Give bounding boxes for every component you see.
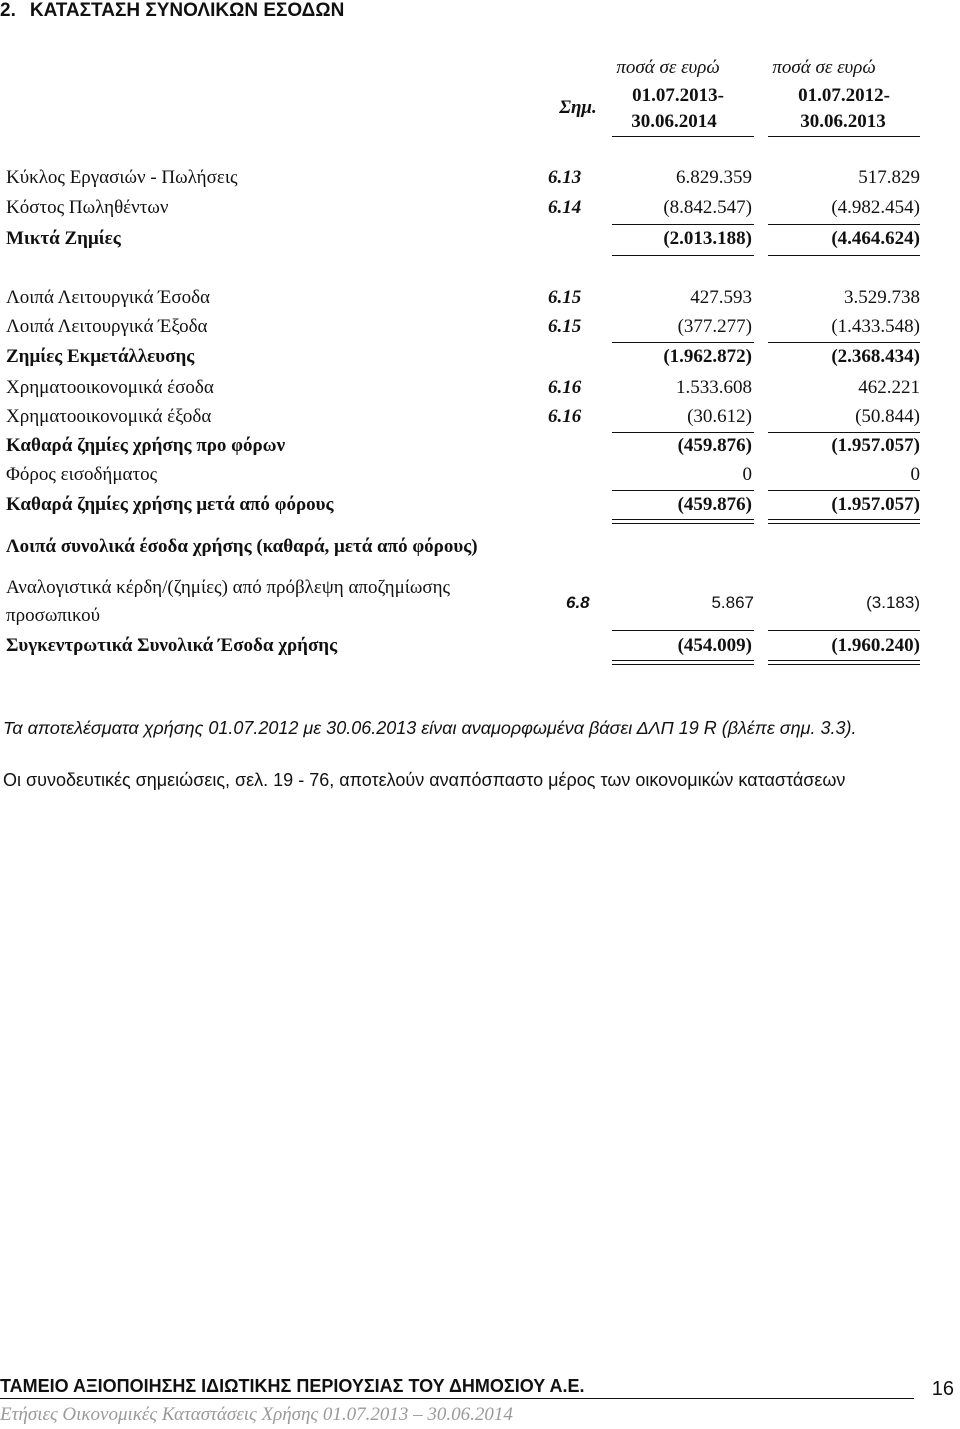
actuarial-label-line2: προσωπικού	[6, 605, 101, 626]
section-title-text: ΚΑΤΑΣΤΑΣΗ ΣΥΝΟΛΙΚΩΝ ΕΣΟΔΩΝ	[29, 0, 345, 21]
row-value-2013: (50.844)	[855, 406, 920, 427]
table-row-revenue	[0, 167, 960, 195]
col1-header-rule	[612, 136, 754, 137]
table-row-finance-income	[0, 377, 960, 405]
row-label: Καθαρά ζημίες χρήσης μετά από φόρους	[6, 494, 334, 515]
row-label: Λοιπά Λειτουργικά Έσοδα	[6, 287, 210, 308]
double-underline	[768, 519, 920, 520]
row-value-2013: 517.829	[858, 167, 920, 188]
subtotal-rule	[768, 255, 920, 256]
row-value-2014: (30.612)	[687, 406, 752, 427]
table-row-total-comprehensive-income	[0, 635, 960, 663]
subtotal-rule	[612, 342, 754, 343]
row-note: 6.14	[548, 197, 582, 218]
row-value-2013: (1.957.057)	[831, 494, 920, 515]
row-value-2014: 427.593	[690, 287, 752, 308]
row-value-2013: 0	[910, 464, 920, 485]
col2-period-start: 01.07.2012-	[798, 85, 890, 106]
row-value-2014: 0	[742, 464, 752, 485]
table-row-finance-expenses	[0, 406, 960, 434]
double-underline	[768, 523, 920, 524]
double-underline	[612, 523, 754, 524]
col2-period-end: 30.06.2013	[800, 111, 886, 132]
col1-period-start: 01.07.2013-	[632, 85, 724, 106]
row-label: Λοιπά Λειτουργικά Έξοδα	[6, 316, 208, 337]
subtotal-rule	[612, 490, 754, 491]
subtotal-rule	[768, 342, 920, 343]
row-value-2013: (4.464.624)	[831, 228, 920, 249]
section-title	[0, 0, 344, 22]
row-label: Κόστος Πωληθέντων	[6, 197, 169, 218]
actuarial-value-2013: (3.183)	[866, 593, 920, 612]
footer-subtitle: Ετήσιες Οικονομικές Καταστάσεις Χρήσης 01.07.2013 – 30.06.2014	[0, 1404, 513, 1425]
subtotal-rule	[768, 490, 920, 491]
row-value-2014: (1.962.872)	[663, 346, 752, 367]
col2-currency: ποσά σε ευρώ	[772, 57, 876, 78]
double-underline	[612, 519, 754, 520]
col1-currency: ποσά σε ευρώ	[616, 57, 720, 78]
row-value-2014: (459.876)	[677, 494, 752, 515]
row-value-2014: (2.013.188)	[663, 228, 752, 249]
footer-organization: ΤΑΜΕΙΟ ΑΞΙΟΠΟΙΗΣΗΣ ΙΔΙΩΤΙΚΗΣ ΠΕΡΙΟΥΣΙΑΣ ΤΟΥ ΔΗΜΟΣΙΟΥ Α.Ε.	[0, 1376, 585, 1396]
row-value-2014: 6.829.359	[676, 167, 752, 188]
page-number: 16	[931, 1378, 954, 1400]
col2-header-rule	[768, 136, 920, 137]
row-value-2014: 1.533.608	[676, 377, 752, 398]
table-row-other-operating-income	[0, 287, 960, 315]
row-label: Ζημίες Εκμετάλλευσης	[6, 346, 195, 367]
subtotal-rule	[612, 255, 754, 256]
actuarial-note: 6.8	[566, 593, 590, 612]
table-row-gross-loss	[0, 228, 960, 256]
table-row-loss-before-tax	[0, 435, 960, 463]
subtotal-rule	[768, 432, 920, 433]
note-column-header: Σημ.	[559, 97, 597, 118]
row-value-2014: (8.842.547)	[663, 197, 752, 218]
row-value-2013: (4.982.454)	[831, 197, 920, 218]
row-label: Συγκεντρωτικά Συνολικά Έσοδα χρήσης	[6, 635, 338, 656]
row-label: Χρηματοοικονομικά έσοδα	[6, 377, 214, 398]
table-row-cost-of-sales	[0, 197, 960, 225]
subtotal-rule	[612, 224, 754, 225]
subtotal-rule	[768, 630, 920, 631]
double-underline	[612, 660, 754, 661]
row-label: Καθαρά ζημίες χρήσης προ φόρων	[6, 435, 286, 456]
other-income-heading: Λοιπά συνολικά έσοδα χρήσης (καθαρά, μετά από φόρους)	[6, 536, 478, 557]
subtotal-rule	[612, 630, 754, 631]
actuarial-label-line1: Αναλογιστικά κέρδη/(ζημίες) από πρόβλεψη αποζημίωσης	[6, 577, 451, 598]
actuarial-value-2014: 5.867	[711, 593, 754, 612]
row-note: 6.16	[548, 406, 582, 427]
row-value-2014: (454.009)	[677, 635, 752, 656]
table-row-operating-loss	[0, 346, 960, 374]
table-row-other-operating-expenses	[0, 316, 960, 344]
row-label: Χρηματοοικονομικά έξοδα	[6, 406, 212, 427]
row-label: Κύκλος Εργασιών - Πωλήσεις	[6, 167, 238, 188]
row-note: 6.16	[548, 377, 582, 398]
row-value-2013: (1.960.240)	[831, 635, 920, 656]
row-value-2014: (459.876)	[677, 435, 752, 456]
subtotal-rule	[612, 432, 754, 433]
row-note: 6.15	[548, 287, 582, 308]
row-value-2013: (1.957.057)	[831, 435, 920, 456]
row-value-2013: 3.529.738	[844, 287, 920, 308]
row-label: Φόρος εισοδήματος	[6, 464, 158, 485]
subtotal-rule	[768, 224, 920, 225]
section-number: 2.	[0, 0, 16, 21]
table-row-loss-after-tax	[0, 494, 960, 522]
col1-period-end: 30.06.2014	[631, 111, 717, 132]
double-underline	[768, 660, 920, 661]
row-note: 6.15	[548, 316, 582, 337]
row-note: 6.13	[548, 167, 582, 188]
row-value-2014: (377.277)	[677, 316, 752, 337]
row-value-2013: (2.368.434)	[831, 346, 920, 367]
table-row-income-tax	[0, 464, 960, 492]
notes-reference-footnote: Οι συνοδευτικές σημειώσεις, σελ. 19 - 76, αποτελούν αναπόσπαστο μέρος των οικονομικών καταστάσεων	[3, 770, 846, 790]
row-value-2013: (1.433.548)	[831, 316, 920, 337]
double-underline	[768, 664, 920, 665]
row-label: Μικτά Ζημίες	[6, 228, 121, 249]
restatement-footnote: Τα αποτελέσματα χρήσης 01.07.2012 με 30.06.2013 είναι αναμορφωμένα βάσει ΔΛΠ 19 R (βλέπε σημ. 3.3).	[3, 718, 857, 738]
footer-rule	[0, 1398, 914, 1399]
row-value-2013: 462.221	[858, 377, 920, 398]
double-underline	[612, 664, 754, 665]
